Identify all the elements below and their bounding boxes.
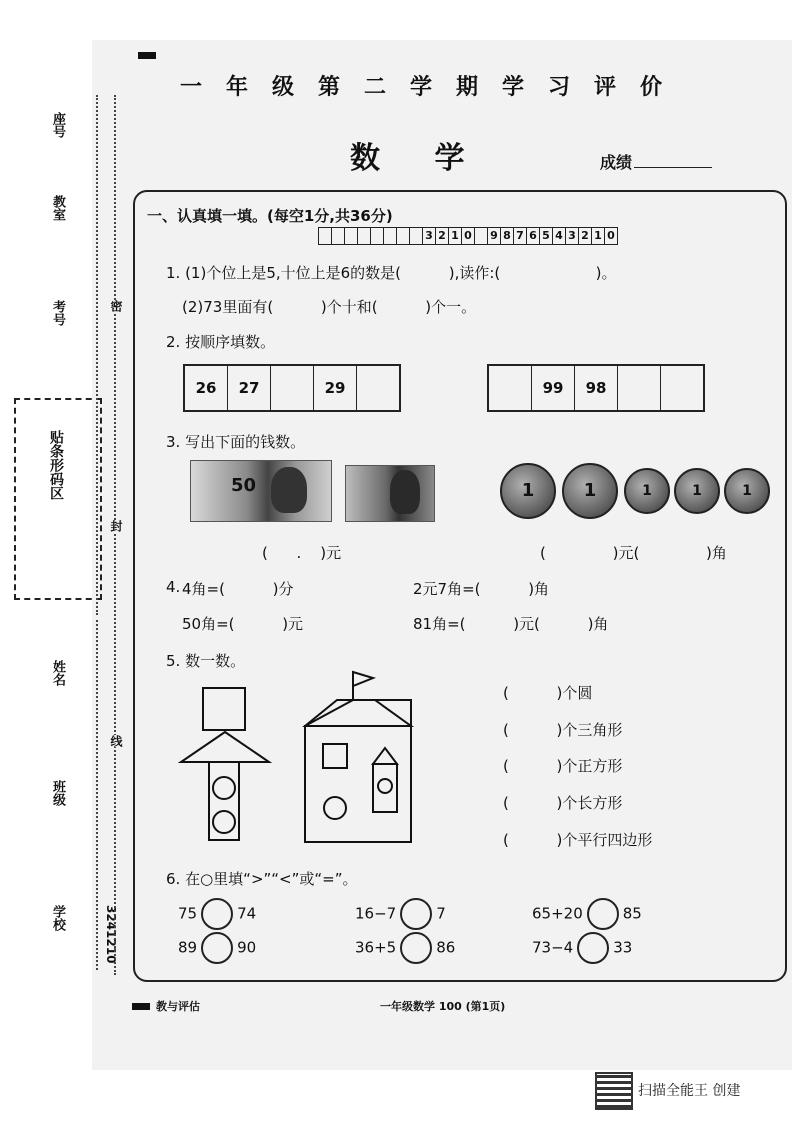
class-label: 班级 <box>50 780 65 806</box>
sequence-blank-cell[interactable] <box>618 366 661 410</box>
footer-center: 一年级数学 100 (第1页) <box>380 1000 506 1013</box>
exam-no-label: 考号 <box>50 300 65 326</box>
footer-left: 教与评估 <box>156 1000 200 1013</box>
question-1b: (2)73里面有( )个十和( )个一。 <box>182 298 477 316</box>
question-4c: 50角=( )元 <box>182 615 304 633</box>
section-heading: 一、认真填一填。(每空1分,共36分) <box>147 207 393 225</box>
sequence-blank-cell[interactable] <box>489 366 532 410</box>
score-field <box>600 150 712 173</box>
left-circle-bottom <box>213 811 235 833</box>
digit-cell: 4 <box>553 228 566 244</box>
digit-cell <box>332 228 345 244</box>
question-1a: 1. (1)个位上是5,十位上是6的数是( ),读作:( )。 <box>166 264 617 282</box>
house-square-window <box>323 744 347 768</box>
house-circle-window <box>324 797 346 819</box>
score-label: 成绩 <box>600 153 633 172</box>
digit-cell: 3 <box>423 228 436 244</box>
roof-front <box>305 700 411 726</box>
subject-title: 数 学 <box>350 141 487 176</box>
answer-circle[interactable] <box>400 932 432 964</box>
question-4-title: 4. <box>166 578 181 596</box>
cut-line-1 <box>96 95 98 615</box>
banknote-second <box>345 465 435 522</box>
question-4b: 2元7角=( )角 <box>413 580 550 598</box>
compare-3: 65+20 85 <box>532 898 642 930</box>
qr-code-icon <box>595 1072 633 1110</box>
barcode-area <box>14 398 102 600</box>
question-6-title: 6. 在○里填“>”“<”或“=”。 <box>166 870 358 888</box>
digit-cell <box>345 228 358 244</box>
coin-4: 1 <box>674 468 720 514</box>
digit-strip <box>318 227 618 245</box>
sequence-blank-cell[interactable] <box>357 366 399 410</box>
digit-cell <box>384 228 397 244</box>
sequence-cell: 99 <box>532 366 575 410</box>
left-triangle <box>181 732 269 762</box>
question-4a: 4角=( )分 <box>182 580 294 598</box>
count-circle: ( )个圆 <box>503 684 593 702</box>
barcode-area-label: 贴条形码区 <box>48 430 64 500</box>
classroom-label: 教室 <box>50 195 65 221</box>
scan-watermark: 扫描全能王 创建 <box>638 1083 741 1099</box>
portrait-icon <box>271 467 307 513</box>
answer-circle[interactable] <box>587 898 619 930</box>
answer-circle[interactable] <box>400 898 432 930</box>
banknote-value: 50 <box>231 475 257 496</box>
tower-top <box>373 748 397 764</box>
digit-cell: 1 <box>449 228 462 244</box>
shapes-figure <box>175 660 425 850</box>
count-triangle: ( )个三角形 <box>503 721 623 739</box>
cut-mark-1: 密 <box>109 300 123 312</box>
tower-circle <box>378 779 392 793</box>
left-column <box>209 762 239 840</box>
digit-cell <box>358 228 371 244</box>
corner-mark <box>138 52 156 59</box>
digit-cell <box>475 228 488 244</box>
digit-cell <box>319 228 332 244</box>
coin-2: 1 <box>562 463 618 519</box>
school-label: 学校 <box>50 905 65 931</box>
coin-1: 1 <box>500 463 556 519</box>
seat-label: 座号 <box>50 112 65 138</box>
cut-line-3 <box>114 95 116 975</box>
digit-cell: 6 <box>527 228 540 244</box>
coin-5: 1 <box>724 468 770 514</box>
digit-cell: 8 <box>501 228 514 244</box>
money-answer-1: ( . )元 <box>262 544 342 562</box>
cut-line-2 <box>96 620 98 970</box>
sequence-cell: 29 <box>314 366 357 410</box>
digit-cell: 9 <box>488 228 501 244</box>
answer-circle[interactable] <box>577 932 609 964</box>
sequence-cell: 98 <box>575 366 618 410</box>
exam-title: 一年级第二学期学习评价 <box>180 75 687 100</box>
tower-body <box>373 764 397 812</box>
compare-4: 89 90 <box>178 932 256 964</box>
count-parallelogram: ( )个平行四边形 <box>503 831 653 849</box>
question-2-title: 2. 按顺序填数。 <box>166 333 276 351</box>
footer-mark <box>132 1003 150 1010</box>
question-3-title: 3. 写出下面的钱数。 <box>166 433 306 451</box>
barcode-number: 3241210 <box>104 905 118 964</box>
score-blank[interactable] <box>634 153 712 168</box>
count-square: ( )个正方形 <box>503 757 623 775</box>
sequence-blank-cell[interactable] <box>271 366 314 410</box>
answer-circle[interactable] <box>201 898 233 930</box>
digit-cell: 2 <box>436 228 449 244</box>
digit-cell: 5 <box>540 228 553 244</box>
compare-2: 16−7 7 <box>355 898 446 930</box>
question-5-title: 5. 数一数。 <box>166 652 246 670</box>
compare-6: 73−4 33 <box>532 932 632 964</box>
left-square <box>203 688 245 730</box>
digit-cell: 7 <box>514 228 527 244</box>
digit-cell: 2 <box>579 228 592 244</box>
sequence-row-2 <box>487 364 705 412</box>
sequence-row-1 <box>183 364 401 412</box>
digit-cell: 1 <box>592 228 605 244</box>
digit-cell <box>410 228 423 244</box>
compare-5: 36+5 86 <box>355 932 455 964</box>
answer-circle[interactable] <box>201 932 233 964</box>
cut-mark-2: 封 <box>109 520 123 532</box>
digit-cell <box>397 228 410 244</box>
cut-mark-3: 线 <box>109 735 123 747</box>
name-label: 姓名 <box>50 660 65 686</box>
house-body <box>305 726 411 842</box>
sequence-cell: 26 <box>185 366 228 410</box>
compare-1: 75 74 <box>178 898 256 930</box>
flag <box>353 672 373 686</box>
banknote-50 <box>190 460 332 522</box>
left-circle-top <box>213 777 235 799</box>
money-answer-2: ( )元( )角 <box>540 544 727 562</box>
coin-3: 1 <box>624 468 670 514</box>
sequence-cell: 27 <box>228 366 271 410</box>
portrait-icon-2 <box>390 470 420 514</box>
digit-cell: 0 <box>462 228 475 244</box>
sequence-blank-cell[interactable] <box>661 366 703 410</box>
digit-cell: 3 <box>566 228 579 244</box>
question-4d: 81角=( )元( )角 <box>413 615 609 633</box>
digit-cell <box>371 228 384 244</box>
count-rectangle: ( )个长方形 <box>503 794 623 812</box>
digit-cell: 0 <box>607 229 615 242</box>
